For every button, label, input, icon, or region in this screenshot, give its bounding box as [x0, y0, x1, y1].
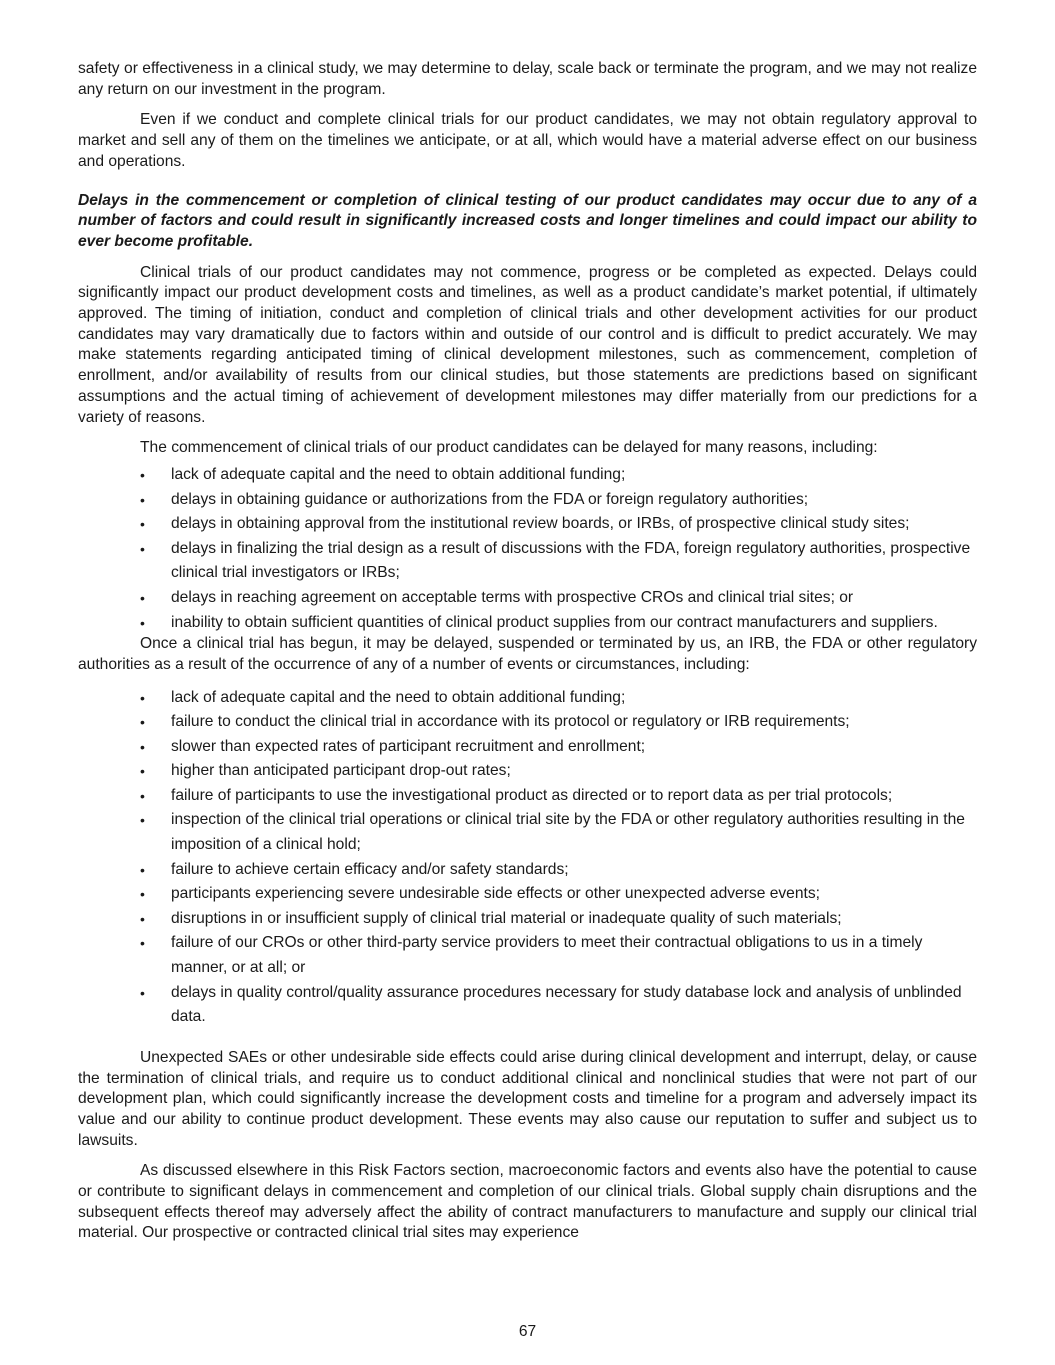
list-item	[78, 512, 977, 537]
list-item	[78, 808, 977, 857]
list-item	[78, 735, 977, 760]
paragraph-clinical-trials: Clinical trials of our product candidates may not commence, progress or be completed as expected. Delays could significantly impact our product development costs and timelines, as well as a product candidate’s market potential, if ultimately approved. The timing of initiation, conduct and completion of clinical trials and other development activities for our product candidates may vary dramatically due to factors within and outside of our control and is difficult to predict accurately. We may make statements regarding anticipated timing of clinical development milestones, such as commencement, completion of enrollment, and/or availability of results from our clinical studies, but those statements are predictions based on significant assumptions and the actual timing of achievement of development milestones may differ materially from our predictions for a variety of reasons.	[78, 263, 977, 426]
commencement-delay-list	[78, 463, 977, 635]
bullet-icon: •	[140, 491, 145, 508]
bullet-icon: •	[140, 714, 145, 731]
list-item	[78, 784, 977, 809]
list-item	[78, 611, 977, 636]
list-item-text: inspection of the clinical trial operations or clinical trial site by the FDA or other regulatory authorities resulting in the imposition of a clinical hold;	[171, 811, 965, 854]
list-item	[78, 907, 977, 932]
list-item-text: inability to obtain sufficient quantities of clinical product supplies from our contract manufacturers and suppliers.	[171, 613, 938, 631]
list-item	[78, 981, 977, 1030]
list-item-text: failure of participants to use the investigational product as directed or to report data as per trial protocols;	[171, 786, 893, 804]
list-item-text: slower than expected rates of participant recruitment and enrollment;	[171, 737, 646, 755]
list-item-text: delays in obtaining guidance or authorizations from the FDA or foreign regulatory authorities;	[171, 490, 809, 508]
paragraph-regulatory-approval: Even if we conduct and complete clinical trials for our product candidates, we may not obtain regulatory approval to market and sell any of them on the timelines we anticipate, or at all, which would have a material adverse effect on our business and operations.	[78, 111, 977, 170]
list-item	[78, 537, 977, 586]
bullet-icon: •	[140, 763, 145, 780]
list-item-text: failure to conduct the clinical trial in accordance with its protocol or regulatory or IRB requirements;	[171, 713, 850, 731]
bullet-icon: •	[140, 738, 145, 755]
risk-factor-heading: Delays in the commencement or completion of clinical testing of our product candidates may occur due to any of a number of factors and could result in significantly increased costs and longer timelines and could impact our ability to ever become profitable.	[78, 191, 977, 250]
list-item	[78, 710, 977, 735]
paragraph-continuation: safety or effectiveness in a clinical study, we may determine to delay, scale back or terminate the program, and we may not realize any return on our investment in the program.	[78, 60, 977, 98]
bullet-icon: •	[140, 812, 145, 829]
list-item-text: disruptions in or insufficient supply of clinical trial material or inadequate quality of such materials;	[171, 909, 842, 927]
bullet-icon: •	[140, 787, 145, 804]
bullet-icon: •	[140, 589, 145, 606]
bullet-icon: •	[140, 689, 145, 706]
list-item-text: delays in reaching agreement on acceptable terms with prospective CROs and clinical trial sites; or	[171, 588, 854, 606]
list-item-text: delays in finalizing the trial design as a result of discussions with the FDA, foreign regulatory authorities, prospective clinical trial investigators or IRBs;	[171, 539, 971, 582]
paragraph-unexpected-saes: Unexpected SAEs or other undesirable side effects could arise during clinical development and interrupt, delay, or cause the termination of clinical trials, and require us to conduct additional clinical and nonclinical studies that were not part of our development plan, which could significantly increase the development costs and timeline for a program and adversely impact its value and our ability to continue product development. These events may also cause our reputation to suffer and subject us to lawsuits.	[78, 1048, 977, 1149]
trial-events-list	[78, 686, 977, 1030]
page-number: 67	[518, 1323, 537, 1340]
list-item-text: participants experiencing severe undesirable side effects or other unexpected adverse events;	[171, 885, 820, 903]
bullet-icon: •	[140, 614, 145, 631]
list-item	[78, 931, 977, 980]
list-item	[78, 463, 977, 488]
bullet-icon: •	[140, 540, 145, 557]
bullet-icon: •	[140, 984, 145, 1001]
list-item-text: lack of adequate capital and the need to obtain additional funding;	[171, 688, 626, 706]
list-item	[78, 882, 977, 907]
list-item-text: lack of adequate capital and the need to obtain additional funding;	[171, 465, 626, 483]
list-item	[78, 759, 977, 784]
bullet-icon: •	[140, 861, 145, 878]
bullet-icon: •	[140, 910, 145, 927]
list-item-text: higher than anticipated participant drop-out rates;	[171, 762, 511, 780]
bullet-icon: •	[140, 935, 145, 952]
list-item-text: delays in quality control/quality assurance procedures necessary for study database lock and analysis of unblinded data.	[171, 983, 962, 1026]
paragraph-macroeconomic: As discussed elsewhere in this Risk Factors section, macroeconomic factors and events also have the potential to cause or contribute to significant delays in commencement and completion of our clinical trials. Global supply chain disruptions and the subsequent effects thereof may adversely affect the ability of contract manufacturers to manufacture and supply our clinical trial material. Our prospective or contracted clinical trial sites may experience	[78, 1162, 977, 1242]
list-item-text: failure of our CROs or other third-party service providers to meet their contractual obligations to us in a timely manner, or at all; or	[171, 934, 923, 977]
bullet-icon: •	[140, 466, 145, 483]
list-item	[78, 488, 977, 513]
list-item	[78, 858, 977, 883]
list-item	[78, 686, 977, 711]
list-item-text: delays in obtaining approval from the institutional review boards, or IRBs, of prospective clinical study sites;	[171, 515, 910, 533]
bullet-icon: •	[140, 886, 145, 903]
list-item	[78, 586, 977, 611]
list-item-text: failure to achieve certain efficacy and/or safety standards;	[171, 860, 569, 878]
paragraph-commencement-intro: The commencement of clinical trials of our product candidates can be delayed for many reasons, including:	[140, 439, 878, 457]
page-content	[78, 59, 977, 1244]
bullet-icon: •	[140, 516, 145, 533]
paragraph-trial-begun: Once a clinical trial has begun, it may be delayed, suspended or terminated by us, an IRB, the FDA or other regulatory authorities as a result of the occurrence of any of a number of events or circumstances, including:	[78, 635, 977, 673]
